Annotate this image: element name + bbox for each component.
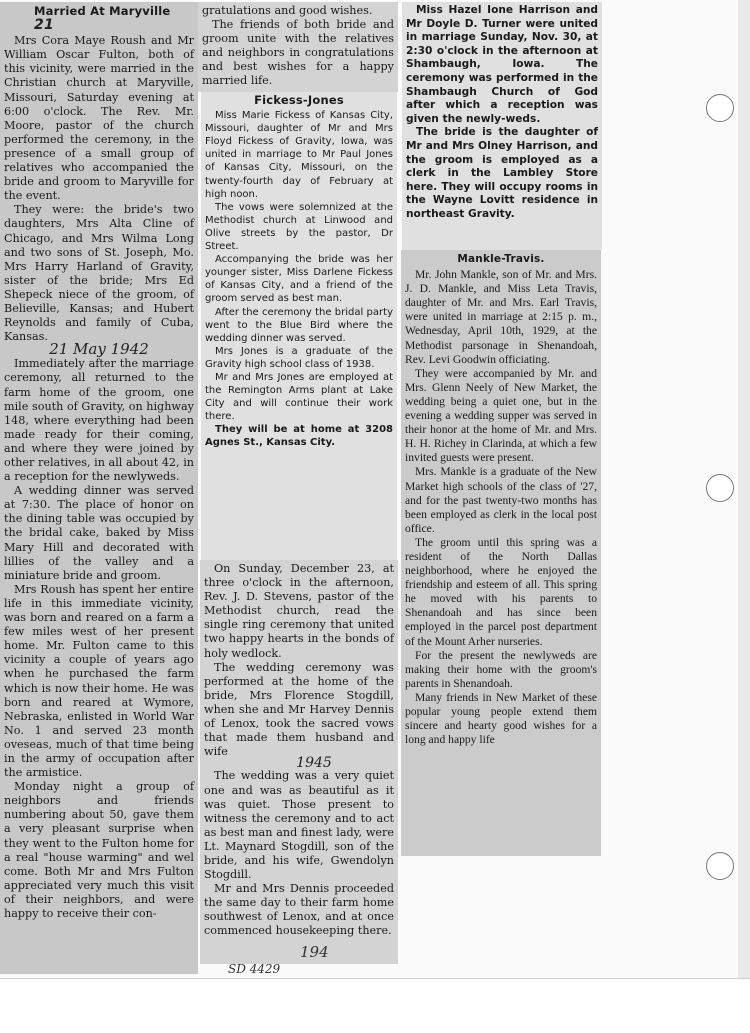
article-paragraph: Immediately after the marriage ceremony, all returned to the farm home of the groom, one mile south of Gravity, on highway 148, where everything had been made ready for their coming, and where they were joined by other relatives, in all about 42, in a reception for the newlyweds.	[4, 357, 194, 484]
article-paragraph: They will be at home at 3208 Agnes St., Kansas City.	[205, 424, 393, 449]
binder-hole-bottom	[706, 852, 734, 880]
handwritten-date: 1945	[296, 755, 332, 772]
article-paragraph: Mr and Mrs Jones are employed at the Remington Arms plant at Lake City and will continue their work there.	[205, 371, 393, 423]
clipping-stogdill-dennis	[200, 560, 398, 964]
clipping-title: Fickess-Jones	[254, 93, 344, 107]
clipping-title: Married At Maryville	[34, 4, 171, 18]
clipping-harrison-turner	[402, 2, 602, 250]
article-paragraph: The vows were solemnized at the Methodist church at Linwood and Olive streets by the pastor, Dr Street.	[205, 201, 393, 253]
article-paragraph: For the present the newlyweds are making their home with the groom's parents in Shenandoah.	[405, 648, 597, 690]
article-paragraph: The wedding was a very quiet one and was as beautiful as it was quiet. Those present to witness the ceremony and to act as best man and finest lady, were Lt. Maynard Stogdill, son of the bride, and his wife, Gwendolyn Stogdill.	[204, 769, 394, 882]
article-paragraph: Accompanying the bride was her younger sister, Miss Darlene Fickess of Kansas City, and a friend of the groom served as best man.	[205, 254, 393, 305]
article-paragraph: Monday night a group of neighbors and friends numbering about 50, gave them a very pleasant surprise when they went to the Fulton home for a real "house warming" and wel come. Both Mr and Mrs Fulton appreciated very much this visit of their neighbors, and were happy to receive their con-	[4, 780, 194, 920]
article-paragraph: The wedding ceremony was performed at the home of the bride, Mrs Florence Stogdill, when she and Mr Harvey Dennis of Lenox, took the sacred vows that made them husband and wife	[204, 660, 394, 759]
article-paragraph: Mr. John Mankle, son of Mr. and Mrs. J. D. Mankle, and Miss Leta Travis, daughter of Mr. and Mrs. Earl Travis, were united in marriage at 2:15 p. m., Wednesday, April 10th, 1929, at the Methodist parsonage in Shenandoah, Rev. Levi Goodwin officiating.	[405, 268, 597, 366]
article-paragraph: After the ceremony the bridal party went to the Blue Bird where the wedding dinner was served.	[205, 306, 393, 344]
catalog-number: SD 4429	[228, 962, 281, 976]
clipping-title: Mankle-Travis.	[457, 253, 545, 265]
article-paragraph: Mrs. Mankle is a graduate of the New Market high schools of the class of '27, and for the past twenty-two months has been employed as clerk in the local post office.	[405, 465, 597, 535]
article-paragraph: Mrs Roush has spent her entire life in this immediate vicinity, was born and reared on a farm a few miles west of her present home. Mr. Fulton came to this vicinity a couple of years ago when he purchased the farm which is now their home. He was born and reared at Wymore, Nebraska, enlisted in World War No. 1 and served 23 month oveseas, much of that time being in the army of occupation after the armistice.	[4, 582, 194, 780]
clipping-mankle-travis	[401, 250, 601, 856]
article-paragraph: Miss Hazel Ione Harrison and Mr Doyle D. Turner were united in marriage Sunday, Nov. 30, at 2:30 o'clock in the afternoon at Shambaugh, Iowa. The ceremony was performed in the Shambaugh Church of God after which a reception was given the newly-weds.	[406, 4, 598, 125]
article-paragraph: Mrs Jones is a graduate of the Gravity high school class of 1938.	[205, 345, 393, 370]
article-paragraph: The groom until this spring was a resident of the North Dallas neighborhood, where he enjoyed the friendship and esteem of all. This spring he moved with his parents to Shenandoah and has since been employed in the parcel post department of the Mount Arher nurseries.	[405, 535, 597, 648]
page-edge	[738, 0, 750, 978]
article-paragraph: They were: the bride's two daughters, Mrs Alta Cline of Chicago, and Mrs Wilma Long and two sons of St. Joseph, Mo. Mrs Harry Harland of Gravity, sister of the bride; Mrs Ed Shepeck niece of the groom, of Believille, Kansas; and Hubert Reynolds and family of Cuba, Kansas.	[4, 203, 194, 344]
article-paragraph: They were accompanied by Mr. and Mrs. Glenn Neely of New Market, the wedding being a quiet one, but in the evening a wedding supper was served in their honor at the home of Mr. and Mrs. H. H. Richey in Clarinda, at which a few invited guests were present.	[405, 366, 597, 465]
clipping-congratulations	[198, 2, 398, 92]
clipping-married-at-maryville	[0, 2, 198, 974]
article-paragraph: On Sunday, December 23, at three o'clock in the afternoon, Rev. J. D. Stevens, pastor of the Methodist church, read the single ring ceremony that united two happy hearts in the bonds of holy wedlock.	[204, 562, 394, 660]
article-paragraph: Mrs Cora Maye Roush and Mr William Oscar Fulton, both of this vicinity, were married in the Christian church at Maryville, Missouri, Saturday evening at 6:00 o'clock. The Rev. Mr. Moore, pastor of the church performed the ceremony, in the presence of a small group of relatives who accompanied the bride and groom to Maryville for the event.	[4, 34, 194, 203]
binder-hole-middle	[706, 474, 734, 502]
binder-hole-top	[706, 94, 734, 122]
article-paragraph: The friends of both bride and groom unite with the relatives and neighbors in congratulations and best wishes for a happy married life.	[202, 18, 394, 88]
article-paragraph: Many friends in New Market of these popular young people extend them sincere and hearty good wishes for a long and happy life	[405, 690, 597, 747]
article-paragraph: Miss Marie Fickess of Kansas City, Missouri, daughter of Mr and Mrs Floyd Fickess of Gravity, Iowa, was united in marriage to Mr Paul Jones of Kansas City, Missouri, on the twenty-fourth day of February at high noon.	[205, 110, 393, 200]
handwritten-date: 21 May 1942	[49, 340, 149, 359]
handwritten-date: 194	[300, 943, 329, 961]
pencil-note: 21	[34, 17, 54, 34]
clipping-fickess-jones	[201, 92, 397, 560]
article-paragraph: The bride is the daughter of Mr and Mrs Olney Harrison, and the groom is employed as a clerk in the Lambley Store here. They will occupy rooms in the Wayne Lovitt residence in northeast Gravity.	[406, 126, 598, 220]
article-paragraph: Mr and Mrs Dennis proceeded the same day to their farm home southwest of Lenox, and at once commenced housekeeping there.	[204, 882, 394, 938]
article-paragraph: A wedding dinner was served at 7:30. The place of honor on the dining table was occupied by the bridal cake, baked by Miss Mary Hill and decorated with lillies of the valley and a miniature bride and groom.	[4, 484, 194, 582]
article-paragraph: gratulations and good wishes.	[202, 4, 373, 17]
